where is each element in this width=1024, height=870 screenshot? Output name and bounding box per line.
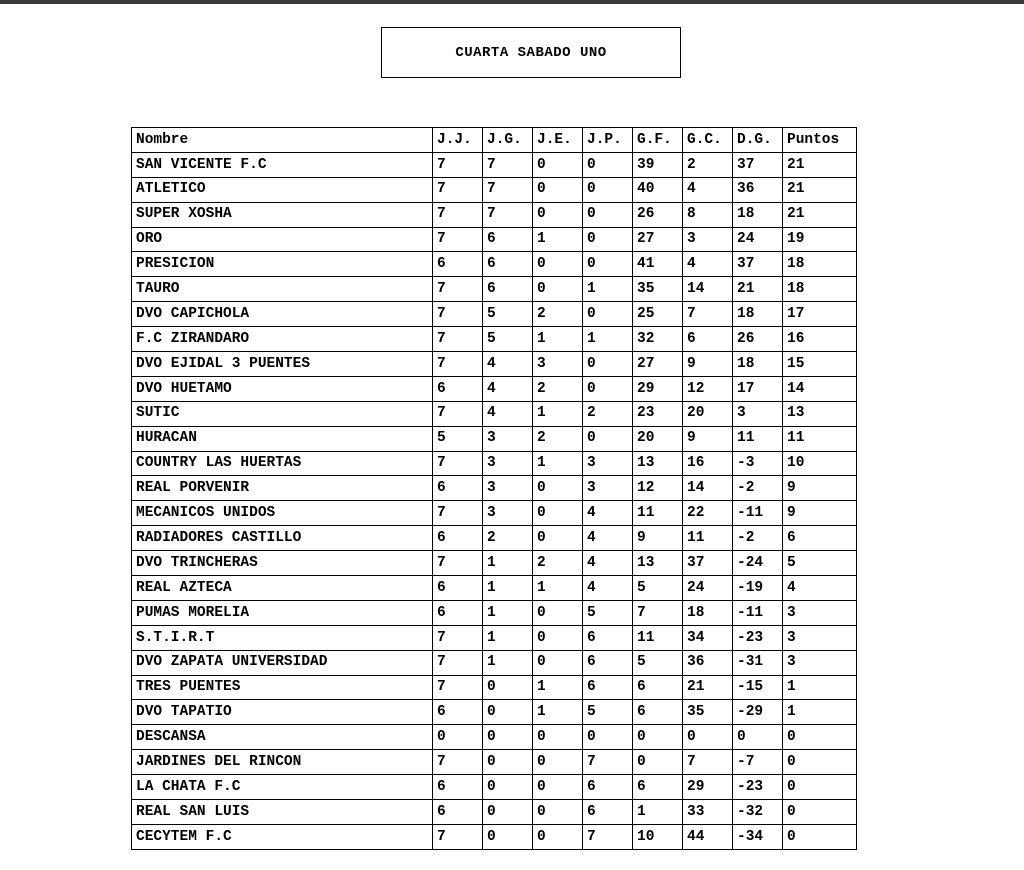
table-row [132, 177, 857, 202]
cell-points: 18 [783, 252, 857, 277]
cell-points: 11 [783, 426, 857, 451]
window-top-bar [0, 0, 1024, 4]
page-title-text: CUARTA SABADO UNO [455, 44, 607, 61]
cell-goals-against: 33 [683, 800, 733, 825]
table-row [132, 152, 857, 177]
cell-played: 0 [433, 725, 483, 750]
cell-team-name: DVO EJIDAL 3 PUENTES [132, 352, 433, 377]
cell-goals-against: 9 [683, 352, 733, 377]
cell-drawn: 2 [533, 551, 583, 576]
cell-lost: 6 [583, 775, 633, 800]
column-header-won: J.G. [483, 128, 533, 153]
cell-goals-against: 16 [683, 451, 733, 476]
table-row [132, 277, 857, 302]
cell-goal-difference: -32 [733, 800, 783, 825]
cell-team-name: RADIADORES CASTILLO [132, 526, 433, 551]
cell-goals-for: 20 [633, 426, 683, 451]
cell-goal-difference: -11 [733, 501, 783, 526]
cell-played: 6 [433, 775, 483, 800]
cell-drawn: 0 [533, 650, 583, 675]
cell-goals-against: 21 [683, 675, 733, 700]
cell-lost: 0 [583, 177, 633, 202]
table-row [132, 600, 857, 625]
cell-points: 6 [783, 526, 857, 551]
cell-lost: 2 [583, 401, 633, 426]
table-row [132, 725, 857, 750]
column-header-goals-for: G.F. [633, 128, 683, 153]
cell-goals-for: 32 [633, 327, 683, 352]
cell-played: 5 [433, 426, 483, 451]
cell-won: 0 [483, 700, 533, 725]
cell-lost: 5 [583, 700, 633, 725]
cell-points: 10 [783, 451, 857, 476]
cell-goal-difference: 24 [733, 227, 783, 252]
cell-goal-difference: 26 [733, 327, 783, 352]
cell-goals-against: 22 [683, 501, 733, 526]
cell-goals-against: 4 [683, 252, 733, 277]
cell-goals-for: 39 [633, 152, 683, 177]
cell-points: 9 [783, 501, 857, 526]
cell-lost: 7 [583, 824, 633, 849]
cell-played: 7 [433, 352, 483, 377]
cell-points: 3 [783, 650, 857, 675]
column-header-drawn: J.E. [533, 128, 583, 153]
table-row [132, 476, 857, 501]
cell-goal-difference: -15 [733, 675, 783, 700]
cell-goals-against: 29 [683, 775, 733, 800]
cell-goals-for: 29 [633, 376, 683, 401]
cell-played: 6 [433, 600, 483, 625]
cell-lost: 0 [583, 227, 633, 252]
cell-lost: 7 [583, 750, 633, 775]
cell-drawn: 0 [533, 177, 583, 202]
cell-played: 7 [433, 625, 483, 650]
cell-won: 1 [483, 576, 533, 601]
cell-won: 0 [483, 775, 533, 800]
cell-goals-against: 7 [683, 750, 733, 775]
cell-team-name: PRESICION [132, 252, 433, 277]
cell-team-name: REAL PORVENIR [132, 476, 433, 501]
cell-lost: 3 [583, 476, 633, 501]
cell-goals-for: 1 [633, 800, 683, 825]
cell-goals-against: 35 [683, 700, 733, 725]
cell-played: 6 [433, 700, 483, 725]
cell-won: 4 [483, 376, 533, 401]
table-row [132, 700, 857, 725]
column-header-team-name: Nombre [132, 128, 433, 153]
cell-won: 0 [483, 750, 533, 775]
cell-lost: 3 [583, 451, 633, 476]
cell-team-name: DVO TRINCHERAS [132, 551, 433, 576]
cell-team-name: DVO TAPATIO [132, 700, 433, 725]
cell-lost: 0 [583, 725, 633, 750]
cell-goals-against: 44 [683, 824, 733, 849]
cell-points: 0 [783, 725, 857, 750]
cell-drawn: 1 [533, 576, 583, 601]
cell-goals-against: 8 [683, 202, 733, 227]
cell-played: 7 [433, 202, 483, 227]
cell-won: 5 [483, 327, 533, 352]
cell-points: 0 [783, 800, 857, 825]
cell-team-name: S.T.I.R.T [132, 625, 433, 650]
cell-drawn: 2 [533, 376, 583, 401]
cell-goals-for: 41 [633, 252, 683, 277]
cell-goals-against: 18 [683, 600, 733, 625]
cell-points: 5 [783, 551, 857, 576]
cell-won: 1 [483, 600, 533, 625]
cell-drawn: 0 [533, 202, 583, 227]
cell-points: 1 [783, 700, 857, 725]
cell-played: 6 [433, 376, 483, 401]
cell-goals-against: 36 [683, 650, 733, 675]
cell-won: 3 [483, 451, 533, 476]
cell-goals-for: 12 [633, 476, 683, 501]
cell-goals-against: 14 [683, 476, 733, 501]
cell-played: 7 [433, 675, 483, 700]
cell-goals-for: 23 [633, 401, 683, 426]
table-row [132, 376, 857, 401]
table-row [132, 824, 857, 849]
cell-team-name: TRES PUENTES [132, 675, 433, 700]
cell-team-name: ORO [132, 227, 433, 252]
cell-points: 16 [783, 327, 857, 352]
table-row [132, 750, 857, 775]
cell-points: 0 [783, 750, 857, 775]
cell-goal-difference: -2 [733, 476, 783, 501]
header-row [132, 128, 857, 153]
cell-goals-against: 6 [683, 327, 733, 352]
cell-lost: 0 [583, 426, 633, 451]
cell-drawn: 2 [533, 302, 583, 327]
cell-played: 7 [433, 177, 483, 202]
cell-won: 1 [483, 650, 533, 675]
table-row [132, 576, 857, 601]
table-row [132, 302, 857, 327]
cell-team-name: SUPER XOSHA [132, 202, 433, 227]
cell-goals-for: 25 [633, 302, 683, 327]
cell-goal-difference: 11 [733, 426, 783, 451]
cell-goal-difference: -29 [733, 700, 783, 725]
cell-drawn: 0 [533, 252, 583, 277]
cell-played: 6 [433, 252, 483, 277]
cell-goal-difference: -2 [733, 526, 783, 551]
cell-goals-for: 6 [633, 775, 683, 800]
standings-table [131, 127, 857, 850]
cell-goals-for: 13 [633, 451, 683, 476]
cell-drawn: 0 [533, 476, 583, 501]
cell-played: 7 [433, 277, 483, 302]
cell-played: 7 [433, 327, 483, 352]
table-row [132, 551, 857, 576]
cell-goals-against: 4 [683, 177, 733, 202]
cell-played: 6 [433, 800, 483, 825]
table-row [132, 675, 857, 700]
cell-lost: 4 [583, 526, 633, 551]
cell-goal-difference: -19 [733, 576, 783, 601]
cell-drawn: 1 [533, 401, 583, 426]
cell-goal-difference: 3 [733, 401, 783, 426]
cell-lost: 6 [583, 650, 633, 675]
cell-lost: 0 [583, 302, 633, 327]
cell-drawn: 0 [533, 526, 583, 551]
cell-goals-for: 9 [633, 526, 683, 551]
cell-goals-against: 2 [683, 152, 733, 177]
cell-goals-for: 5 [633, 650, 683, 675]
cell-drawn: 0 [533, 750, 583, 775]
cell-team-name: MECANICOS UNIDOS [132, 501, 433, 526]
table-row [132, 227, 857, 252]
cell-goals-for: 26 [633, 202, 683, 227]
cell-drawn: 0 [533, 600, 583, 625]
cell-points: 21 [783, 202, 857, 227]
cell-played: 7 [433, 302, 483, 327]
cell-goals-against: 7 [683, 302, 733, 327]
table-row [132, 202, 857, 227]
cell-goal-difference: -3 [733, 451, 783, 476]
cell-drawn: 0 [533, 152, 583, 177]
cell-lost: 1 [583, 277, 633, 302]
cell-team-name: COUNTRY LAS HUERTAS [132, 451, 433, 476]
cell-won: 3 [483, 476, 533, 501]
cell-played: 7 [433, 401, 483, 426]
cell-drawn: 0 [533, 800, 583, 825]
cell-points: 0 [783, 775, 857, 800]
cell-goals-against: 37 [683, 551, 733, 576]
cell-played: 6 [433, 476, 483, 501]
column-header-points: Puntos [783, 128, 857, 153]
table-row [132, 451, 857, 476]
cell-lost: 6 [583, 675, 633, 700]
table-row [132, 252, 857, 277]
cell-points: 15 [783, 352, 857, 377]
cell-team-name: LA CHATA F.C [132, 775, 433, 800]
cell-played: 7 [433, 451, 483, 476]
table-row [132, 426, 857, 451]
cell-goals-for: 10 [633, 824, 683, 849]
cell-drawn: 0 [533, 277, 583, 302]
cell-points: 3 [783, 625, 857, 650]
cell-lost: 6 [583, 625, 633, 650]
column-header-played: J.J. [433, 128, 483, 153]
cell-goals-for: 40 [633, 177, 683, 202]
cell-drawn: 1 [533, 227, 583, 252]
cell-won: 6 [483, 277, 533, 302]
table-row [132, 650, 857, 675]
cell-points: 3 [783, 600, 857, 625]
cell-drawn: 0 [533, 501, 583, 526]
cell-points: 1 [783, 675, 857, 700]
cell-team-name: REAL AZTECA [132, 576, 433, 601]
cell-goals-against: 12 [683, 376, 733, 401]
cell-goals-for: 35 [633, 277, 683, 302]
cell-goal-difference: -24 [733, 551, 783, 576]
cell-goal-difference: -23 [733, 775, 783, 800]
cell-team-name: DESCANSA [132, 725, 433, 750]
cell-goals-against: 20 [683, 401, 733, 426]
cell-goal-difference: 18 [733, 202, 783, 227]
cell-drawn: 0 [533, 625, 583, 650]
cell-points: 9 [783, 476, 857, 501]
cell-won: 1 [483, 625, 533, 650]
cell-team-name: F.C ZIRANDARO [132, 327, 433, 352]
cell-points: 21 [783, 152, 857, 177]
cell-points: 4 [783, 576, 857, 601]
cell-team-name: HURACAN [132, 426, 433, 451]
cell-points: 13 [783, 401, 857, 426]
cell-points: 21 [783, 177, 857, 202]
cell-team-name: DVO ZAPATA UNIVERSIDAD [132, 650, 433, 675]
cell-played: 6 [433, 526, 483, 551]
cell-goal-difference: -7 [733, 750, 783, 775]
cell-lost: 4 [583, 501, 633, 526]
cell-won: 6 [483, 252, 533, 277]
cell-won: 4 [483, 352, 533, 377]
cell-won: 0 [483, 824, 533, 849]
table-row [132, 352, 857, 377]
column-header-goals-against: G.C. [683, 128, 733, 153]
cell-played: 7 [433, 650, 483, 675]
cell-lost: 4 [583, 576, 633, 601]
cell-won: 6 [483, 227, 533, 252]
table-row [132, 800, 857, 825]
cell-won: 0 [483, 725, 533, 750]
table-row [132, 401, 857, 426]
cell-goal-difference: -23 [733, 625, 783, 650]
cell-goal-difference: 17 [733, 376, 783, 401]
cell-goals-for: 6 [633, 700, 683, 725]
cell-team-name: PUMAS MORELIA [132, 600, 433, 625]
cell-team-name: SAN VICENTE F.C [132, 152, 433, 177]
cell-won: 2 [483, 526, 533, 551]
cell-lost: 0 [583, 202, 633, 227]
cell-played: 7 [433, 152, 483, 177]
cell-drawn: 0 [533, 725, 583, 750]
cell-goals-for: 11 [633, 501, 683, 526]
cell-played: 7 [433, 824, 483, 849]
cell-played: 7 [433, 551, 483, 576]
cell-played: 7 [433, 501, 483, 526]
cell-won: 0 [483, 675, 533, 700]
cell-won: 1 [483, 551, 533, 576]
page-title [381, 27, 681, 78]
cell-team-name: JARDINES DEL RINCON [132, 750, 433, 775]
cell-points: 0 [783, 824, 857, 849]
table-row [132, 327, 857, 352]
cell-points: 17 [783, 302, 857, 327]
cell-drawn: 1 [533, 675, 583, 700]
cell-goals-against: 14 [683, 277, 733, 302]
cell-lost: 0 [583, 252, 633, 277]
cell-goal-difference: 37 [733, 252, 783, 277]
table-row [132, 625, 857, 650]
cell-played: 7 [433, 227, 483, 252]
cell-drawn: 1 [533, 451, 583, 476]
cell-lost: 0 [583, 352, 633, 377]
cell-won: 3 [483, 426, 533, 451]
column-header-goal-difference: D.G. [733, 128, 783, 153]
cell-goal-difference: -34 [733, 824, 783, 849]
cell-won: 0 [483, 800, 533, 825]
table-row [132, 501, 857, 526]
cell-goals-against: 0 [683, 725, 733, 750]
cell-goals-against: 3 [683, 227, 733, 252]
cell-goal-difference: 36 [733, 177, 783, 202]
cell-drawn: 0 [533, 824, 583, 849]
cell-team-name: CECYTEM F.C [132, 824, 433, 849]
cell-goals-for: 7 [633, 600, 683, 625]
cell-goals-for: 0 [633, 750, 683, 775]
cell-won: 7 [483, 202, 533, 227]
cell-goals-against: 9 [683, 426, 733, 451]
cell-team-name: DVO CAPICHOLA [132, 302, 433, 327]
cell-lost: 6 [583, 800, 633, 825]
cell-goals-for: 5 [633, 576, 683, 601]
cell-goal-difference: -31 [733, 650, 783, 675]
cell-played: 7 [433, 750, 483, 775]
cell-goals-for: 11 [633, 625, 683, 650]
cell-lost: 0 [583, 152, 633, 177]
cell-won: 4 [483, 401, 533, 426]
cell-won: 3 [483, 501, 533, 526]
cell-goal-difference: -11 [733, 600, 783, 625]
cell-drawn: 0 [533, 775, 583, 800]
cell-team-name: ATLETICO [132, 177, 433, 202]
cell-lost: 5 [583, 600, 633, 625]
cell-goal-difference: 18 [733, 352, 783, 377]
cell-goal-difference: 18 [733, 302, 783, 327]
cell-goals-against: 24 [683, 576, 733, 601]
cell-points: 18 [783, 277, 857, 302]
cell-goals-against: 34 [683, 625, 733, 650]
cell-won: 5 [483, 302, 533, 327]
cell-goals-for: 27 [633, 227, 683, 252]
cell-drawn: 3 [533, 352, 583, 377]
cell-drawn: 2 [533, 426, 583, 451]
cell-goals-for: 0 [633, 725, 683, 750]
cell-goals-for: 6 [633, 675, 683, 700]
cell-goals-against: 11 [683, 526, 733, 551]
cell-lost: 1 [583, 327, 633, 352]
cell-drawn: 1 [533, 700, 583, 725]
cell-team-name: REAL SAN LUIS [132, 800, 433, 825]
cell-won: 7 [483, 152, 533, 177]
cell-goal-difference: 21 [733, 277, 783, 302]
table-row [132, 775, 857, 800]
cell-goals-for: 27 [633, 352, 683, 377]
cell-lost: 4 [583, 551, 633, 576]
cell-points: 19 [783, 227, 857, 252]
column-header-lost: J.P. [583, 128, 633, 153]
cell-goals-for: 13 [633, 551, 683, 576]
cell-team-name: DVO HUETAMO [132, 376, 433, 401]
cell-won: 7 [483, 177, 533, 202]
cell-drawn: 1 [533, 327, 583, 352]
cell-played: 6 [433, 576, 483, 601]
cell-lost: 0 [583, 376, 633, 401]
cell-points: 14 [783, 376, 857, 401]
table-row [132, 526, 857, 551]
cell-goal-difference: 37 [733, 152, 783, 177]
cell-goal-difference: 0 [733, 725, 783, 750]
cell-team-name: SUTIC [132, 401, 433, 426]
cell-team-name: TAURO [132, 277, 433, 302]
